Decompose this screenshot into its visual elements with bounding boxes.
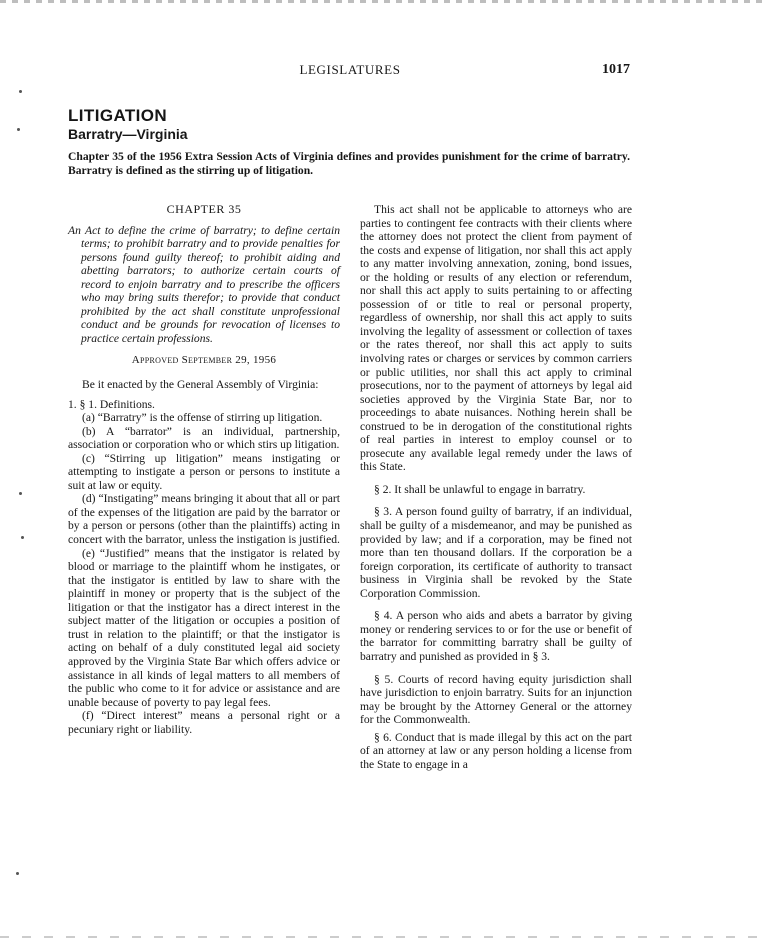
definition-paragraph: (f) “Direct interest” means a personal right or a pecuniary right or liability. [68, 709, 340, 736]
running-title: LEGISLATURES [299, 62, 401, 77]
act-title: An Act to define the crime of barratry; to define certain terms; to prohibit barratry and to provide penalties for persons found guilty thereof; to prohibit aiding and abetting barrators; to authorize certain courts of record to enjoin barratry and to prescribe the officers who may bring suits therefor; to provide that conduct prohibited by the act shall constitute unprofessional conduct and be grounds for revocation of licenses to practice certain professions. [68, 223, 340, 345]
approval-date: Approved September 29, 1956 [131, 354, 277, 367]
scan-speck [21, 536, 24, 539]
body-paragraph: This act shall not be applicable to attorneys who are parties to contingent fee contracts with their clients where the attorney does not protect the client from payment of the costs and expense of litigation, nor shall this act apply to any matter involving annexation, zoning, bond issues, or the holding or results of any election or referendum, nor shall this act apply to suits pertaining to or affecting possession of or title to real or personal property, regardless of ownership, nor shall this act apply to suits involving the legality of assessment or collection of taxes or the rates thereof, nor shall this act apply to suits involving rates or charges or services by common carriers or public utilities, nor shall this act apply to criminal prosecutions, nor to the payment of attorneys by legal aid societies approved by the Virginia State Bar, nor to proceedings to abate nuisances. Nothing herein shall be construed to be in derogation of the constitutional rights of real parties in interest to employ counsel or to prosecute any available legal remedy under the laws of this State. [360, 203, 632, 474]
definition-paragraph: (d) “Instigating” means bringing it about that all or part of the expenses of the litigation are paid by the barrator or by a person or persons (other than the plaintiffs) acting in concert with the barrator, unless the instigation is justified. [68, 492, 340, 547]
scan-edge-top [0, 0, 763, 3]
scan-speck [19, 90, 22, 93]
definition-paragraph: (b) A “barrator” is an individual, partnership, association or corporation who or which stirs up litigation. [68, 424, 340, 452]
summary-paragraph: Chapter 35 of the 1956 Extra Session Acts of Virginia defines and provides punishment for the crime of barratry. Barratry is defined as the stirring up of litigation. [68, 150, 630, 177]
subtitle: Barratry—Virginia [68, 126, 188, 142]
body-paragraph: § 5. Courts of record having equity jurisdiction shall have jurisdiction to enjoin barratry. Suits for an injunction may be brought by the Attorney General or the attorney for the Commonwealth. [360, 672, 632, 727]
right-column [360, 203, 632, 780]
chapter-heading: CHAPTER 35 [166, 202, 242, 216]
section-heading: 1. § 1. Definitions. [68, 397, 155, 411]
scan-speck [17, 128, 20, 131]
body-paragraph: § 4. A person who aids and abets a barrator by giving money or rendering services to or for the use or benefit of the barrator for committing barratry shall be guilty of barratry and punished as provided in § 3. [360, 609, 632, 663]
scan-speck [16, 872, 19, 875]
definition-paragraph: (e) “Justified” means that the instigator is related by blood or marriage to the plaintiff whom he instigates, or that the instigator is entitled by law to share with the plaintiff in money or property that is the subject of the litigation or that the instigator has a direct interest in the subject matter of the litigation or occupies a position of trust in relation to the plaintiff; or that the instigator is acting on behalf of a duly constituted legal aid society approved by the Virginia State Bar which offers advice or assistance in all kinds of legal matters to all members of the public who come to it for advice or assistance and are unable because of poverty to pay legal fees. [68, 546, 340, 709]
running-header [70, 62, 630, 78]
definition-paragraph: (a) “Barratry” is the offense of stirring up litigation. [82, 411, 323, 425]
definition-paragraph: (c) “Stirring up litigation” means instigating or attempting to instigate a person or persons to institute a suit at law or equity. [68, 451, 340, 492]
page-number: 1017 [602, 62, 630, 77]
enacting-clause: Be it enacted by the General Assembly of Virginia: [82, 378, 319, 392]
section-title: LITIGATION [68, 106, 168, 125]
body-paragraph: § 6. Conduct that is made illegal by this act on the part of an attorney at law or any person holding a license from the State to engage in a [360, 730, 632, 771]
scan-edge-bottom [0, 936, 763, 938]
body-paragraph: § 2. It shall be unlawful to engage in barratry. [374, 482, 586, 496]
left-column [68, 203, 340, 736]
scan-speck [19, 492, 22, 495]
body-paragraph: § 3. A person found guilty of barratry, if an individual, shall be guilty of a misdemeanor, and may be punished as provided by law; and if a corporation, may be fined not more than ten thousand dollars. If the corporation be a foreign corporation, its certificate of authority to transact business in Virginia shall be revoked by the State Corporation Commission. [360, 505, 632, 600]
